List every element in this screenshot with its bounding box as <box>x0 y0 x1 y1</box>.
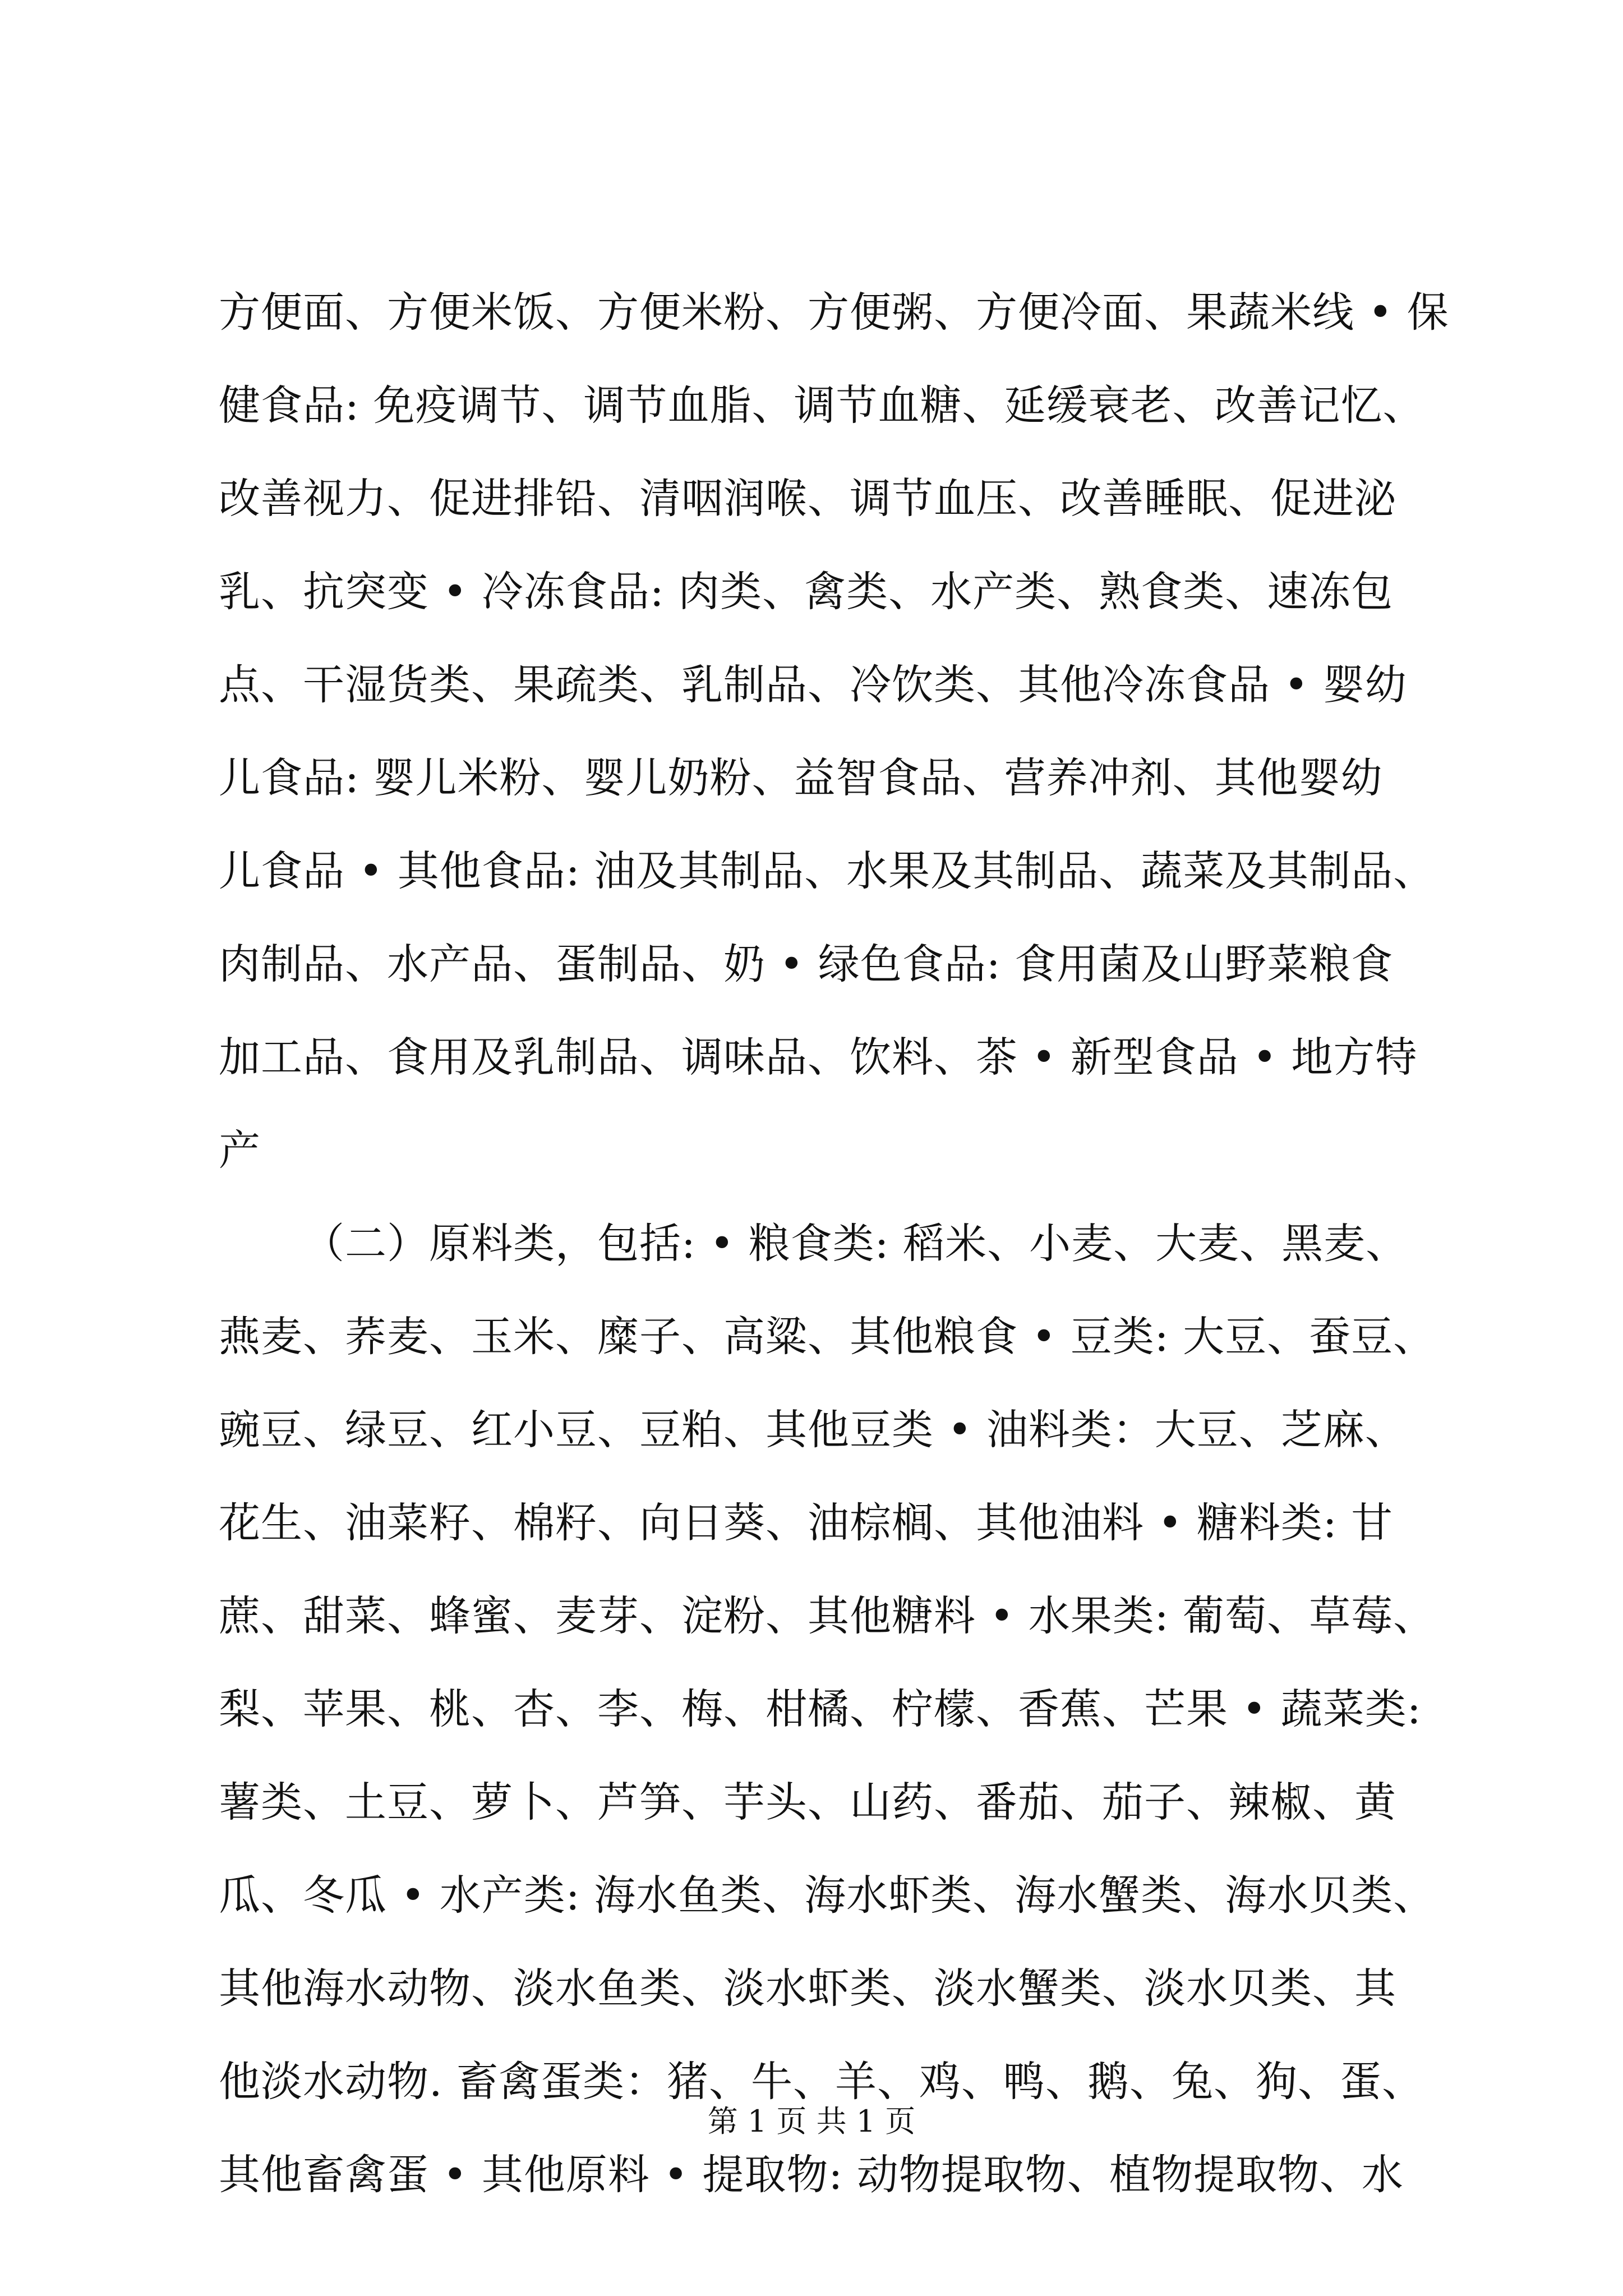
text-line: 豌豆、绿豆、红小豆、豆粕、其他豆类 • 油料类：大豆、芝麻、 <box>219 1406 1407 1454</box>
text-line: 燕麦、荞麦、玉米、糜子、高粱、其他粮食 • 豆类: 大豆、蚕豆、 <box>219 1313 1436 1361</box>
text-line: 点、干湿货类、果疏类、乳制品、冷饮类、其他冷冻食品 • 婴幼 <box>219 661 1407 709</box>
text-line: 肉制品、水产品、蛋制品、奶 • 绿色食品: 食用菌及山野菜粮食 <box>219 940 1394 988</box>
text-line: 其他海水动物、淡水鱼类、淡水虾类、淡水蟹类、淡水贝类、其 <box>219 1964 1396 2013</box>
text-line: 加工品、食用及乳制品、调味品、饮料、茶 • 新型食品 • 地方特 <box>219 1033 1418 1082</box>
document-body <box>219 288 1449 2247</box>
text-line: 他淡水动物. 畜禽蛋类：猪、牛、羊、鸡、鸭、鹅、兔、狗、蛋、 <box>219 2058 1424 2106</box>
text-line: 梨、苹果、桃、杏、李、梅、柑橘、柠檬、香蕉、芒果 • 蔬菜类: <box>219 1685 1422 1733</box>
text-line: 改善视力、促进排铅、清咽润喉、调节血压、改善睡眠、促进泌 <box>219 475 1396 523</box>
text-line: 儿食品: 婴儿米粉、婴儿奶粉、益智食品、营养冲剂、其他婴幼 <box>219 754 1383 802</box>
text-line: 产 <box>219 1126 261 1175</box>
text-line: 其他畜禽蛋 • 其他原料 • 提取物: 动物提取物、植物提取物、水 <box>219 2151 1404 2199</box>
text-line: 方便面、方便米饭、方便米粉、方便粥、方便冷面、果蔬米线 • 保 <box>219 288 1449 337</box>
paragraph-start-line: （二）原料类，包括: • 粮食类: 稻米、小麦、大麦、黑麦、 <box>303 1220 1408 1268</box>
text-line: 瓜、冬瓜 • 水产类: 海水鱼类、海水虾类、海水蟹类、海水贝类、 <box>219 1871 1436 1920</box>
text-line: 儿食品 • 其他食品: 油及其制品、水果及其制品、蔬菜及其制品、 <box>219 847 1436 895</box>
text-line: 健食品: 免疫调节、调节血脂、调节血糖、延缓衰老、改善记忆、 <box>219 381 1425 430</box>
text-line: 薯类、土豆、萝卜、芦笋、芋头、山药、番茄、茄子、辣椒、黄 <box>219 1778 1396 1826</box>
text-line: 蔗、甜菜、蜂蜜、麦芽、淀粉、其他糖料 • 水果类: 葡萄、草莓、 <box>219 1592 1436 1640</box>
text-line: 乳、抗突变 • 冷冻食品: 肉类、禽类、水产类、熟食类、速冻包 <box>219 568 1394 616</box>
page-footer: 第 1 页 共 1 页 <box>707 2104 916 2139</box>
text-line: 花生、油菜籽、棉籽、向日葵、油棕榈、其他油料 • 糖料类: 甘 <box>219 1499 1394 1547</box>
